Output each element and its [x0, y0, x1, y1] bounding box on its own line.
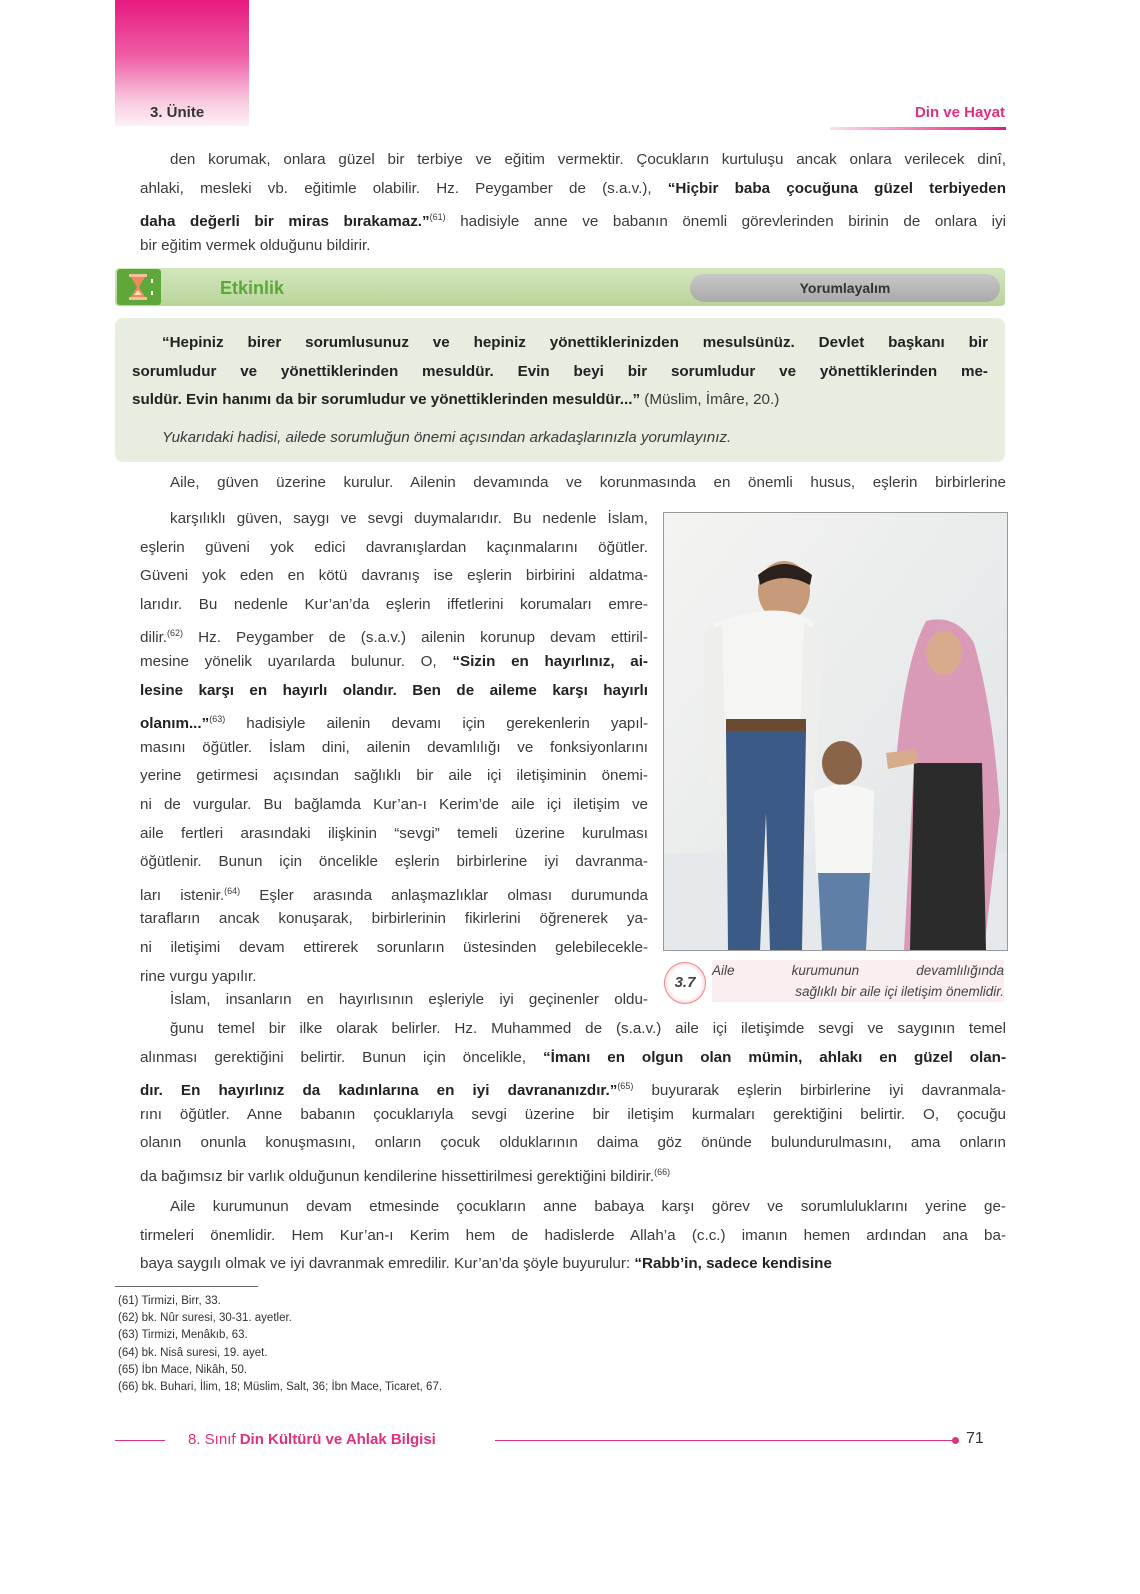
footnote-ref: (66) [654, 1166, 671, 1177]
footer-grade: 8. Sınıf [188, 1431, 240, 1448]
text-line [140, 648, 648, 677]
text-line [140, 591, 648, 620]
text-segment: Yukarıdaki hadisi, ailede sorumluğun önemi açısından arkadaşlarınızla yorumlayınız. [162, 429, 732, 446]
text-segment: Hz. Peygamber de (s.a.v.) ailenin korunup devam ettiril- [183, 629, 648, 647]
caption-line: Aile kurumunun devamlılığında [712, 963, 1004, 978]
text-line [140, 469, 1006, 498]
text-segment: ahlaki, mesleki vb. eğitimle olabilir. Hz. Peygamber de (s.a.v.), [140, 179, 668, 197]
page-number: 71 [966, 1430, 984, 1447]
text-line [140, 175, 1006, 204]
text-segment: sorumludur ve yönettiklerinden mesuldür. Evin beyi bir sorumludur ve yönettiklerinden me- [132, 362, 988, 380]
text-segment: ni de vurgular. Bu bağlamda Kur’an-ı Kerim’de aile içi iletişim ve [140, 795, 648, 813]
text-segment: karşılıklı güven, saygı ve sevgi duymalarıdır. Bu nedenle İslam, [170, 510, 648, 527]
text-segment: “Sizin en hayırlınız, ai- [452, 652, 648, 670]
text-segment: rını öğütler. Anne babanın çocuklarıyla sevgi üzerine bir iletişim kurmaları gerektiğini belirtir. O, çocuğu [140, 1105, 1006, 1123]
text-line [140, 877, 648, 906]
footer-line-left [115, 1440, 165, 1441]
text-line [140, 534, 648, 563]
text-segment: alınması gerektiğini belirtir. Bunun için öncelikle, [140, 1048, 544, 1066]
text-line [140, 1222, 1006, 1251]
figure-number-badge: 3.7 [664, 962, 706, 1004]
text-segment: “İmanı en olgun olan mümin, ahlakı en güzel olan- [543, 1048, 1006, 1066]
activity-type: Yorumlayalım [690, 274, 1000, 302]
text-line [140, 848, 648, 877]
footnote-divider [115, 1286, 258, 1287]
hadith-quote [132, 329, 988, 415]
family-photo [663, 512, 1008, 951]
text-line [140, 1250, 1006, 1279]
text-segment: hadisiyle ailenin devamı için gerekenlerin yapıl- [225, 715, 648, 733]
text-line [140, 820, 648, 849]
text-segment: mesine yönelik uyarılarda bulunur. O, [140, 652, 453, 670]
text-line [140, 705, 648, 734]
text-segment: tarafların ancak konuşarak, birbirlerinin fikirlerini öğrenerek ya- [140, 910, 648, 928]
text-segment: yerine getirmesi açısından sağlıklı bir aile içi iletişiminin önemi- [140, 767, 648, 785]
text-segment: eşlerin güveni yok edici davranışlardan kaçınmalarını öğütler. [140, 538, 648, 556]
text-line [140, 146, 1006, 175]
footnotes [118, 1293, 442, 1396]
text-segment: olanım...” [140, 715, 210, 733]
footnote: (61) Tirmizi, Birr, 33. [118, 1295, 221, 1307]
text-segment: baya saygılı olmak ve iyi davranmak emredilir. Kur’an’da şöyle buyurulur: [140, 1255, 635, 1273]
text-segment: lesine karşı en hayırlı olandır. Ben de aileme karşı hayırlı [140, 681, 648, 699]
text-segment: dır. En hayırlınız da kadınlarına en iyi davrananızdır.” [140, 1082, 618, 1100]
footnote-ref: (61) [429, 212, 446, 223]
text-segment: Aile kurumunun devam etmesinde çocukların anne babaya karşı görev ve sorumluluklarını yerine ge- [170, 1198, 1006, 1215]
footnote-ref: (65) [617, 1081, 634, 1092]
footnote: (66) bk. Buhari, İlim, 18; Müslim, Salt, 36; İbn Mace, Ticaret, 67. [118, 1381, 443, 1394]
footnote: (65) İbn Mace, Nikâh, 50. [118, 1363, 248, 1376]
text-line [140, 1129, 1006, 1158]
text-segment: rine vurgu yapılır. [140, 967, 257, 985]
text-line [140, 986, 648, 1015]
activity-label: Etkinlik [220, 278, 285, 298]
text-segment: “Hiçbir baba çocuğuna güzel terbiyeden [667, 179, 1006, 197]
text-line [140, 232, 1006, 261]
text-segment: Eşler arasında anlaşmazlıklar olması durumunda [240, 886, 649, 904]
caption-line: sağlıklı bir aile içi iletişim önemlidir. [795, 984, 1004, 999]
text-line [140, 905, 648, 934]
text-segment: larıdır. Bu nedenle Kur’an’da eşlerin iffetlerini korumaları emre- [140, 595, 648, 613]
text-segment: daha değerli bir miras bırakamaz.” [140, 213, 430, 231]
text-segment: masını öğütler. İslam dini, ailenin devamlılığı ve fonksiyonlarını [140, 738, 648, 756]
text-segment: (Müslim, İmâre, 20.) [640, 391, 780, 409]
footnote: (64) bk. Nisâ suresi, 19. ayet. [118, 1346, 268, 1359]
text-segment: hadisiyle anne ve babanın önemli görevlerinden birinin de onlara iyi [445, 213, 1006, 231]
text-segment: İslam, insanların en hayırlısının eşleriyle iyi geçinenler oldu- [170, 991, 648, 1008]
text-segment: “Hepiniz birer sorumlusunuz ve hepiniz yönettiklerinizden mesulsünüz. Devlet başkanı bir [162, 334, 988, 351]
figure-caption [712, 960, 1004, 1002]
text-line [140, 1015, 1006, 1044]
topic-label: Din ve Hayat [914, 104, 1005, 121]
text-line [140, 1072, 1006, 1101]
text-segment: Aile, güven üzerine kurulur. Ailenin devamında ve korunmasında en önemli husus, eşlerin birbirlerine [170, 474, 1006, 491]
paragraph-2 [140, 505, 648, 991]
paragraph-2-intro [140, 469, 1006, 498]
hourglass-icon [117, 269, 161, 305]
text-line [162, 424, 922, 453]
footnote-ref: (63) [209, 714, 226, 725]
topic-underline [830, 127, 1006, 130]
text-line [140, 1044, 1006, 1073]
text-line [140, 1193, 1006, 1222]
footnote: (63) Tirmizi, Menâkıb, 63. [118, 1329, 248, 1342]
text-segment: “Rabb’in, sadece kendisine [634, 1255, 832, 1273]
paragraph-1 [140, 146, 1006, 260]
text-line [132, 329, 988, 358]
text-line [140, 1101, 1006, 1130]
footnote: (62) bk. Nûr suresi, 30-31. ayetler. [118, 1312, 292, 1325]
paragraph-3-intro [140, 986, 648, 1015]
text-segment: aile fertleri arasındaki ilişkinin “sevgi” temeli üzerine kurulması [140, 824, 648, 842]
text-segment: olanın onunla konuşmasını, onların çocuk olduklarının daima göz önünde bulundurulmasını, ama onların [140, 1134, 1006, 1152]
text-segment: ları istenir. [140, 886, 225, 904]
footer-line-right [495, 1440, 953, 1441]
footer-book: Din Kültürü ve Ahlak Bilgisi [239, 1431, 436, 1448]
paragraph-3 [140, 1015, 1006, 1187]
footnote-ref: (64) [224, 885, 241, 896]
text-segment: da bağımsız bir varlık olduğunun kendilerine hissettirilmesi gerektiğini bildirir. [140, 1167, 655, 1185]
text-line [140, 791, 648, 820]
text-line [132, 358, 988, 387]
text-line [132, 386, 988, 415]
activity-instruction [162, 424, 922, 453]
text-segment: tirmeleri önemlidir. Hem Kur’an-ı Kerim hem de hadislerde Allah’a (c.c.) imanın hemen ardından ana ba- [140, 1226, 1006, 1244]
footer-dot [952, 1437, 959, 1444]
text-segment: Güveni yok eden en kötü davranış ise eşlerin birbirini aldatma- [140, 567, 648, 585]
text-segment: ni iletişimi devam ettirerek sorunların üstesinden gelebilecekle- [140, 938, 648, 956]
text-line [140, 505, 648, 534]
text-segment: bir eğitim vermek olduğunu bildirir. [140, 236, 371, 254]
footer-book-title [188, 1431, 436, 1448]
text-line [140, 619, 648, 648]
text-segment: ğunu temel bir ilke olarak belirler. Hz. Muhammed de (s.a.v.) aile içi iletişimde sevgi ve saygının temel [170, 1020, 1006, 1037]
unit-label: 3. Ünite [150, 104, 205, 121]
text-segment: buyurarak eşlerin birbirlerine iyi davranmala- [633, 1082, 1007, 1100]
text-segment: dilir. [140, 629, 168, 647]
text-line [140, 562, 648, 591]
paragraph-4 [140, 1193, 1006, 1279]
footnote-ref: (62) [167, 628, 184, 639]
text-segment: öğütlenir. Bunun için öncelikle eşlerin birbirlerine iyi davranma- [140, 853, 648, 871]
text-line [140, 762, 648, 791]
text-line [140, 203, 1006, 232]
text-segment: suldür. Evin hanımı da bir sorumludur ve yönettiklerinden mesuldür...” [132, 391, 641, 409]
text-line [140, 1158, 1006, 1187]
text-line [140, 677, 648, 706]
text-segment: den korumak, onlara güzel bir terbiye ve eğitim vermektir. Çocukların kurtuluşu ancak onlara verilecek dinî, [170, 151, 1006, 168]
text-line [140, 934, 648, 963]
text-line [140, 734, 648, 763]
